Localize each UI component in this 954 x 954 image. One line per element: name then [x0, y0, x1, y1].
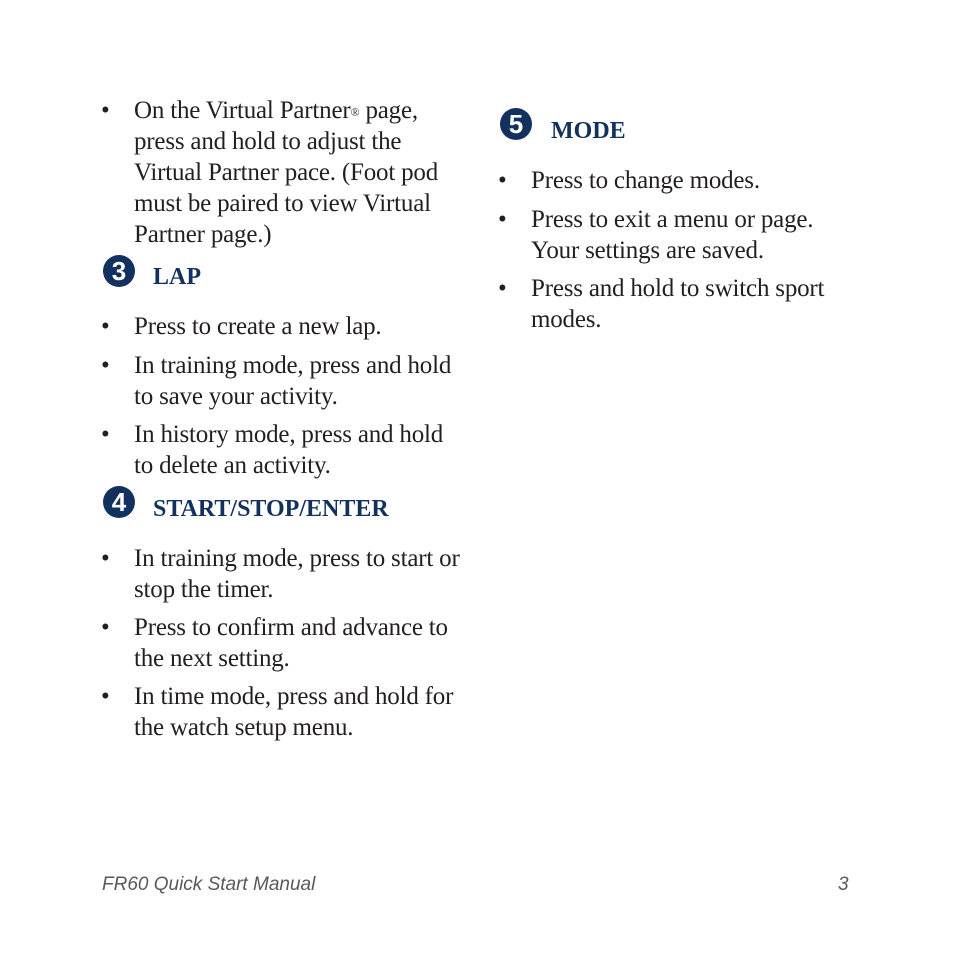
list-item-line: Your settings are saved.	[531, 237, 764, 264]
bullet-icon: •	[101, 683, 110, 710]
list-item-line: Press to confirm and advance to	[134, 614, 448, 641]
list-item-line: Press to exit a menu or page.	[531, 206, 814, 233]
page-number: 3	[838, 874, 849, 895]
list-item-line: Press and hold to switch sport	[531, 275, 825, 302]
list-item-line: Partner page.)	[134, 221, 272, 248]
bullet-icon: •	[101, 352, 110, 379]
footer-manual-title: FR60 Quick Start Manual	[102, 874, 316, 895]
list-item-line: the watch setup menu.	[134, 714, 354, 741]
bullet-icon: •	[498, 167, 507, 194]
list-item-line: Press to create a new lap.	[134, 313, 382, 340]
list-item-line: On the Virtual Partner® page,	[134, 97, 418, 124]
list-item-line: Virtual Partner pace. (Foot pod	[134, 159, 439, 186]
list-item-line: press and hold to adjust the	[134, 128, 402, 155]
section-heading-start-stop-enter: START/STOP/ENTER	[153, 496, 389, 522]
bullet-icon: •	[101, 421, 110, 448]
list-item-line: the next setting.	[134, 645, 290, 672]
number-5-icon: 5	[500, 108, 532, 140]
bullet-icon: •	[101, 614, 110, 641]
bullet-icon: •	[101, 313, 110, 340]
section-heading-mode: MODE	[551, 118, 626, 144]
bullet-icon: •	[101, 97, 110, 124]
number-3-icon: 3	[103, 255, 135, 287]
bullet-icon: •	[498, 206, 507, 233]
section-heading-lap: LAP	[153, 264, 201, 290]
list-item-line: In training mode, press to start or	[134, 545, 460, 572]
registered-mark: ®	[350, 105, 360, 119]
list-item-line: must be paired to view Virtual	[134, 190, 431, 217]
list-item-line: In time mode, press and hold for	[134, 683, 454, 710]
list-item-line: Press to change modes.	[531, 167, 760, 194]
list-item-line: to delete an activity.	[134, 452, 331, 479]
list-item-line: modes.	[531, 306, 602, 333]
list-item-line: In history mode, press and hold	[134, 421, 444, 448]
bullet-icon: •	[101, 545, 110, 572]
list-item-line: to save your activity.	[134, 383, 338, 410]
list-item-line: stop the timer.	[134, 576, 274, 603]
number-4-icon: 4	[103, 486, 135, 518]
bullet-icon: •	[498, 275, 507, 302]
list-item-line: In training mode, press and hold	[134, 352, 452, 379]
